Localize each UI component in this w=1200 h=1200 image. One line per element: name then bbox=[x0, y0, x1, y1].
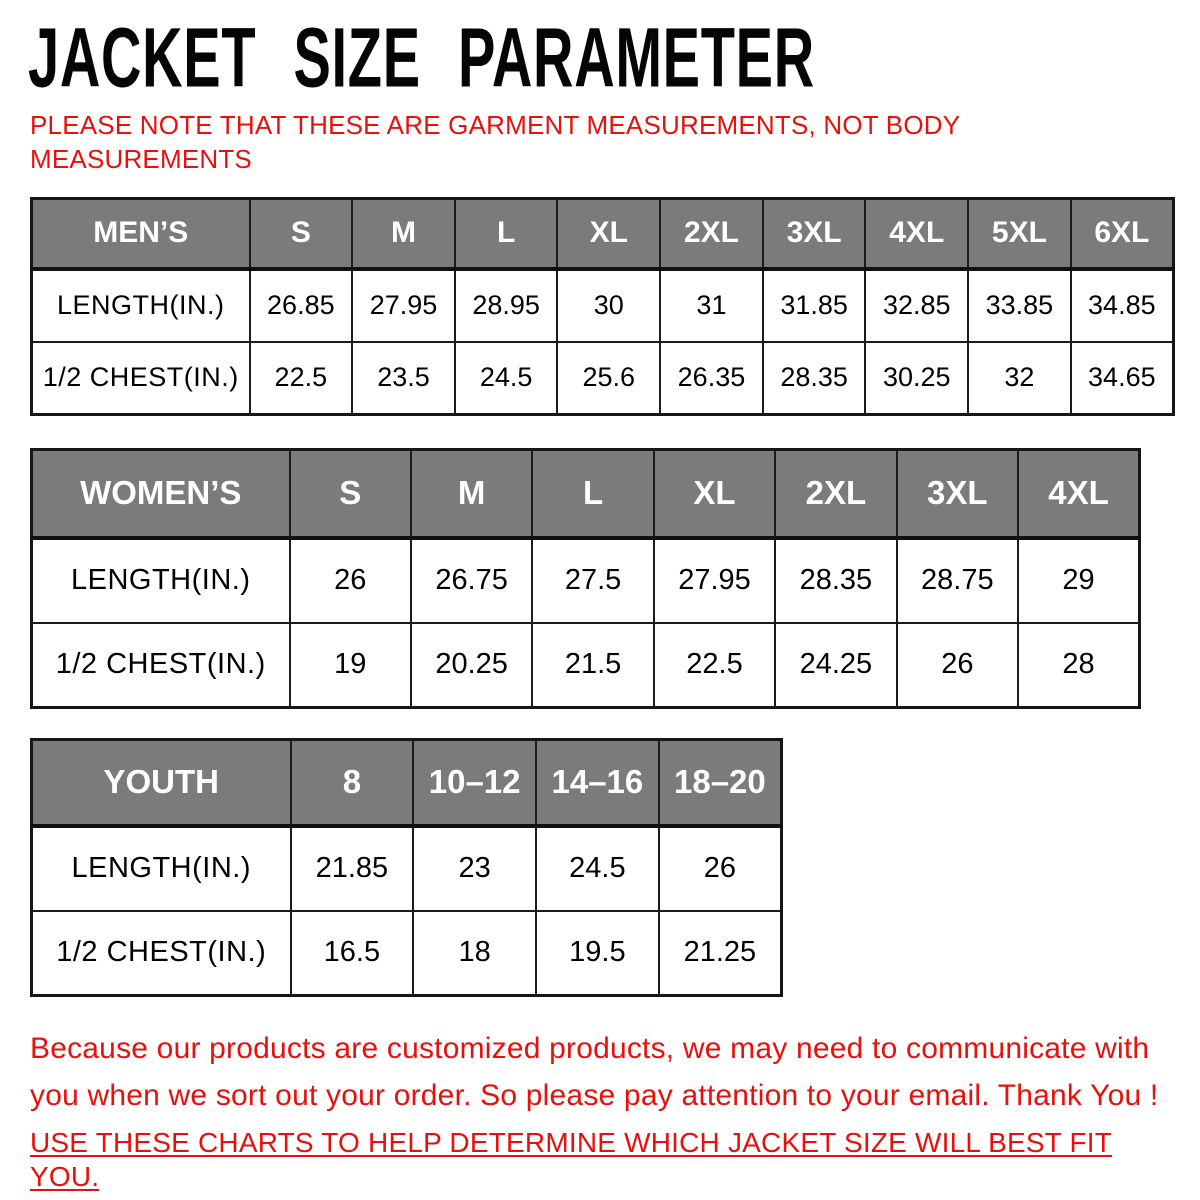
womens-size-column-header: L bbox=[532, 450, 653, 538]
youth-size-value: 21.25 bbox=[659, 911, 782, 996]
mens-measurement-row bbox=[32, 342, 1174, 415]
womens-size-column-header: M bbox=[411, 450, 532, 538]
womens-size-value: 19 bbox=[290, 623, 411, 708]
womens-size-value: 27.5 bbox=[532, 538, 653, 623]
mens-table-title: MEN’S bbox=[32, 199, 250, 269]
womens-row-label: LENGTH(IN.) bbox=[32, 538, 290, 623]
womens-size-column-header: 3XL bbox=[897, 450, 1018, 538]
mens-size-value: 26.85 bbox=[250, 269, 353, 342]
womens-size-value: 26 bbox=[897, 623, 1018, 708]
customization-communication-note: Because our products are customized products, we may need to communicate with you when we sort out your order. So please pay attention to your email. Thank You ! bbox=[30, 1032, 1159, 1112]
womens-size-value: 28.75 bbox=[897, 538, 1018, 623]
youth-size-table bbox=[30, 738, 783, 997]
mens-size-value: 34.65 bbox=[1071, 342, 1174, 415]
womens-size-value: 20.25 bbox=[411, 623, 532, 708]
womens-measurement-row bbox=[32, 623, 1140, 708]
mens-size-value: 32.85 bbox=[865, 269, 968, 342]
womens-size-column-header: XL bbox=[654, 450, 775, 538]
mens-size-column-header: S bbox=[250, 199, 353, 269]
mens-size-value: 27.95 bbox=[352, 269, 455, 342]
womens-size-value: 24.25 bbox=[775, 623, 896, 708]
youth-size-value: 16.5 bbox=[291, 911, 414, 996]
mens-size-table bbox=[30, 197, 1175, 416]
youth-size-column-header: 8 bbox=[291, 740, 414, 826]
mens-size-value: 28.35 bbox=[763, 342, 866, 415]
youth-size-column-header: 10–12 bbox=[413, 740, 536, 826]
mens-size-value: 30.25 bbox=[865, 342, 968, 415]
mens-row-label: 1/2 CHEST(IN.) bbox=[32, 342, 250, 415]
mens-size-column-header: 3XL bbox=[763, 199, 866, 269]
mens-size-value: 28.95 bbox=[455, 269, 558, 342]
womens-size-value: 21.5 bbox=[532, 623, 653, 708]
youth-size-value: 19.5 bbox=[536, 911, 659, 996]
mens-measurement-row bbox=[32, 269, 1174, 342]
womens-table-title: WOMEN’S bbox=[32, 450, 290, 538]
youth-size-value: 26 bbox=[659, 826, 782, 911]
mens-size-value: 30 bbox=[557, 269, 660, 342]
mens-size-column-header: XL bbox=[557, 199, 660, 269]
womens-measurement-row bbox=[32, 538, 1140, 623]
mens-size-value: 32 bbox=[968, 342, 1071, 415]
womens-size-column-header: S bbox=[290, 450, 411, 538]
mens-size-column-header: 4XL bbox=[865, 199, 968, 269]
youth-measurement-row bbox=[32, 826, 782, 911]
youth-size-value: 18 bbox=[413, 911, 536, 996]
page-title-text: JACKET SIZE PARAMETER bbox=[28, 10, 815, 105]
womens-size-column-header: 4XL bbox=[1018, 450, 1139, 538]
youth-size-value: 24.5 bbox=[536, 826, 659, 911]
womens-size-column-header: 2XL bbox=[775, 450, 896, 538]
womens-size-value: 28 bbox=[1018, 623, 1139, 708]
youth-size-value: 23 bbox=[413, 826, 536, 911]
mens-size-column-header: L bbox=[455, 199, 558, 269]
mens-header-row bbox=[32, 199, 1174, 269]
womens-size-value: 22.5 bbox=[654, 623, 775, 708]
mens-size-value: 23.5 bbox=[352, 342, 455, 415]
womens-size-value: 26 bbox=[290, 538, 411, 623]
youth-size-column-header: 18–20 bbox=[659, 740, 782, 826]
mens-size-value: 31.85 bbox=[763, 269, 866, 342]
youth-size-column-header: 14–16 bbox=[536, 740, 659, 826]
mens-size-column-header: 5XL bbox=[968, 199, 1071, 269]
mens-size-column-header: M bbox=[352, 199, 455, 269]
page-title bbox=[28, 10, 1152, 106]
mens-size-value: 34.85 bbox=[1071, 269, 1174, 342]
womens-size-value: 27.95 bbox=[654, 538, 775, 623]
garment-measurement-note: PLEASE NOTE THAT THESE ARE GARMENT MEASUREMENTS, NOT BODY MEASUREMENTS bbox=[30, 110, 960, 175]
youth-size-value: 21.85 bbox=[291, 826, 414, 911]
womens-size-value: 29 bbox=[1018, 538, 1139, 623]
mens-size-column-header: 6XL bbox=[1071, 199, 1174, 269]
youth-measurement-row bbox=[32, 911, 782, 996]
youth-header-row bbox=[32, 740, 782, 826]
mens-size-value: 25.6 bbox=[557, 342, 660, 415]
mens-size-value: 22.5 bbox=[250, 342, 353, 415]
mens-size-value: 31 bbox=[660, 269, 763, 342]
mens-row-label: LENGTH(IN.) bbox=[32, 269, 250, 342]
youth-row-label: LENGTH(IN.) bbox=[32, 826, 291, 911]
mens-size-value: 26.35 bbox=[660, 342, 763, 415]
mens-size-value: 33.85 bbox=[968, 269, 1071, 342]
womens-header-row bbox=[32, 450, 1140, 538]
youth-table-title: YOUTH bbox=[32, 740, 291, 826]
womens-size-value: 28.35 bbox=[775, 538, 896, 623]
womens-size-table bbox=[30, 448, 1141, 709]
mens-size-column-header: 2XL bbox=[660, 199, 763, 269]
mens-size-value: 24.5 bbox=[455, 342, 558, 415]
womens-size-value: 26.75 bbox=[411, 538, 532, 623]
size-fit-advice-note: USE THESE CHARTS TO HELP DETERMINE WHICH JACKET SIZE WILL BEST FIT YOU. bbox=[30, 1127, 1113, 1192]
womens-row-label: 1/2 CHEST(IN.) bbox=[32, 623, 290, 708]
youth-row-label: 1/2 CHEST(IN.) bbox=[32, 911, 291, 996]
